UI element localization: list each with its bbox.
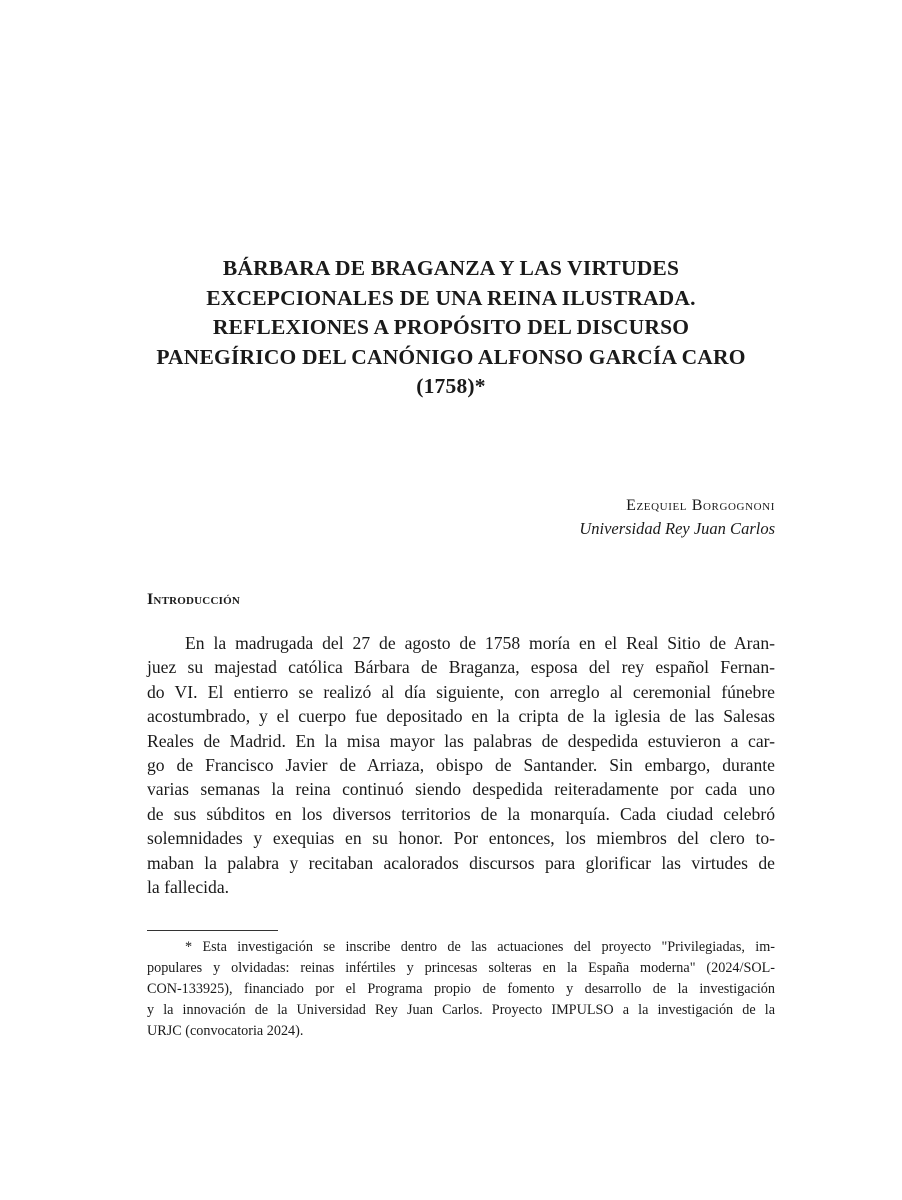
- title-line: BÁRBARA DE BRAGANZA Y LAS VIRTUDES: [222, 256, 680, 280]
- title-line: (1758)*: [416, 374, 486, 398]
- footnote-line: CON-133925), financiado por el Programa propio de fomento y desarrollo de la investigación: [147, 981, 775, 997]
- paragraph-line: Reales de Madrid. En la misa mayor las palabras de despedida estuvieron a car-: [147, 730, 775, 751]
- title-line: EXCEPCIONALES DE UNA REINA ILUSTRADA.: [206, 285, 696, 310]
- footnote-line: URJC (convocatoria 2024).: [147, 1023, 304, 1039]
- footnote-line: * Esta investigación se inscribe dentro de las actuaciones del proyecto "Privilegiadas, im-: [185, 939, 775, 955]
- paragraph-line: juez su majestad católica Bárbara de Braganza, esposa del rey español Fernan-: [147, 657, 775, 678]
- paragraph-line: solemnidades y exequias en su honor. Por entonces, los miembros del clero to-: [147, 828, 775, 849]
- paragraph-line: go de Francisco Javier de Arriaza, obispo de Santander. Sin embargo, durante: [147, 755, 775, 776]
- footnote: [147, 937, 775, 1042]
- footnote-line: populares y olvidadas: reinas infértiles y princesas solteras en la España moderna" (2024/SOL-: [147, 960, 775, 976]
- paragraph-line: varias semanas la reina continuó siendo despedida reiteradamente por cada uno: [147, 779, 775, 800]
- paragraph-line: acostumbrado, y el cuerpo fue depositado en la cripta de la iglesia de las Salesas: [147, 706, 775, 727]
- footnote-line: y la innovación de la Universidad Rey Juan Carlos. Proyecto IMPULSO a la investigación de la: [147, 1002, 775, 1018]
- paragraph-line: En la madrugada del 27 de agosto de 1758 moría en el Real Sitio de Aran-: [185, 633, 775, 653]
- paragraph-line: do VI. El entierro se realizó al día siguiente, con arreglo al ceremonial fúnebre: [147, 681, 775, 702]
- author-name: Ezequiel Borgognoni: [626, 497, 775, 514]
- title-line: REFLEXIONES A PROPÓSITO DEL DISCURSO: [212, 315, 690, 339]
- title-line: PANEGÍRICO DEL CANÓNIGO ALFONSO GARCÍA CARO: [156, 344, 746, 369]
- byline: [579, 494, 775, 540]
- paragraph-line: maban la palabra y recitaban acalorados discursos para glorificar las virtudes de: [147, 852, 775, 873]
- body-paragraph: [147, 631, 775, 899]
- footnote-divider: [147, 930, 278, 931]
- section-heading: Introducción: [147, 591, 240, 608]
- paragraph-line: de sus súbditos en los diversos territorios de la monarquía. Cada ciudad celebró: [147, 803, 775, 824]
- paragraph-line: la fallecida.: [147, 877, 230, 898]
- author-affiliation: Universidad Rey Juan Carlos: [579, 519, 775, 538]
- article-title: [120, 254, 782, 402]
